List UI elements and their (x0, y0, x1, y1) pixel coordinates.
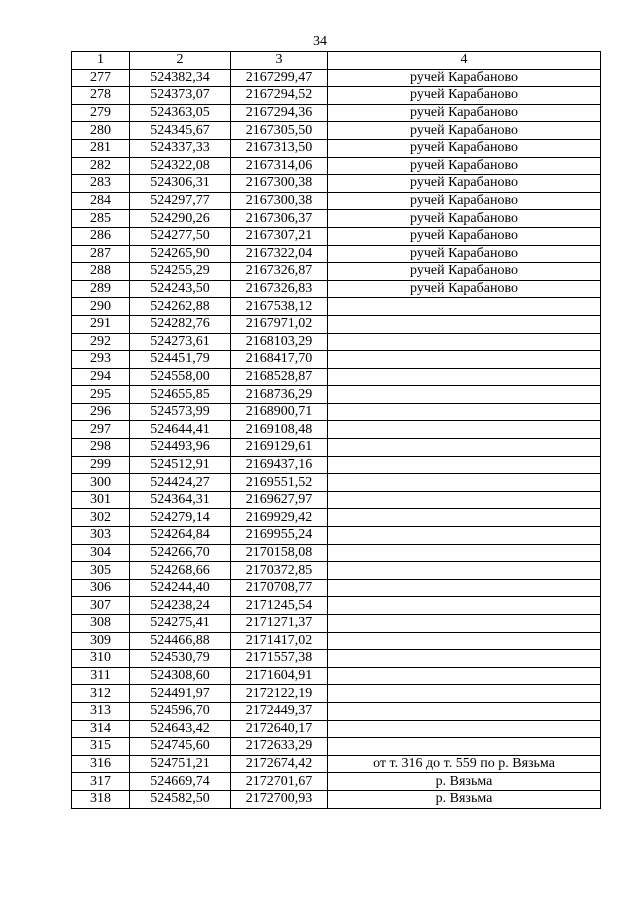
table-row (72, 544, 601, 562)
table-row (72, 403, 601, 421)
point-number-cell: 279 (72, 104, 130, 122)
x-coordinate-cell: 524643,42 (130, 720, 231, 738)
y-coordinate-cell: 2170708,77 (231, 579, 328, 597)
x-coordinate-cell: 524279,14 (130, 509, 231, 527)
point-number-cell: 314 (72, 720, 130, 738)
x-coordinate-cell: 524530,79 (130, 650, 231, 668)
x-coordinate-cell: 524644,41 (130, 421, 231, 439)
table-row (72, 650, 601, 668)
description-cell (328, 368, 601, 386)
description-cell (328, 527, 601, 545)
point-number-cell: 277 (72, 69, 130, 87)
description-cell (328, 667, 601, 685)
x-coordinate-cell: 524238,24 (130, 597, 231, 615)
y-coordinate-cell: 2171245,54 (231, 597, 328, 615)
point-number-cell: 311 (72, 667, 130, 685)
description-cell: ручей Карабаново (328, 87, 601, 105)
table-row (72, 69, 601, 87)
x-coordinate-cell: 524512,91 (130, 456, 231, 474)
table-row (72, 667, 601, 685)
description-cell (328, 315, 601, 333)
point-number-cell: 292 (72, 333, 130, 351)
point-number-cell: 301 (72, 491, 130, 509)
x-coordinate-cell: 524573,99 (130, 403, 231, 421)
point-number-cell: 303 (72, 527, 130, 545)
table-row (72, 368, 601, 386)
x-coordinate-cell: 524243,50 (130, 280, 231, 298)
x-coordinate-cell: 524655,85 (130, 386, 231, 404)
table-row (72, 87, 601, 105)
table-row (72, 597, 601, 615)
table-row (72, 579, 601, 597)
table-row (72, 439, 601, 457)
x-coordinate-cell: 524306,31 (130, 175, 231, 193)
x-coordinate-cell: 524266,70 (130, 544, 231, 562)
table-body (72, 52, 601, 809)
y-coordinate-cell: 2170158,08 (231, 544, 328, 562)
table-row (72, 632, 601, 650)
y-coordinate-cell: 2171417,02 (231, 632, 328, 650)
description-cell (328, 702, 601, 720)
point-number-cell: 295 (72, 386, 130, 404)
description-cell (328, 333, 601, 351)
y-coordinate-cell: 2170372,85 (231, 562, 328, 580)
x-coordinate-cell: 524373,07 (130, 87, 231, 105)
y-coordinate-cell: 2168900,71 (231, 403, 328, 421)
y-coordinate-cell: 2167300,38 (231, 175, 328, 193)
x-coordinate-cell: 524255,29 (130, 263, 231, 281)
table-row (72, 491, 601, 509)
point-number-cell: 299 (72, 456, 130, 474)
description-cell (328, 562, 601, 580)
x-coordinate-cell: 524308,60 (130, 667, 231, 685)
x-coordinate-cell: 524493,96 (130, 439, 231, 457)
table-row (72, 738, 601, 756)
description-cell: ручей Карабаново (328, 69, 601, 87)
y-coordinate-cell: 2167314,06 (231, 157, 328, 175)
table-row (72, 263, 601, 281)
table-row (72, 157, 601, 175)
y-coordinate-cell: 2167307,21 (231, 227, 328, 245)
x-coordinate-cell: 524268,66 (130, 562, 231, 580)
x-coordinate-cell: 524364,31 (130, 491, 231, 509)
x-coordinate-cell: 524277,50 (130, 227, 231, 245)
point-number-cell: 312 (72, 685, 130, 703)
table-row (72, 315, 601, 333)
point-number-cell: 308 (72, 615, 130, 633)
header-cell-1: 1 (72, 52, 130, 70)
y-coordinate-cell: 2167971,02 (231, 315, 328, 333)
point-number-cell: 313 (72, 702, 130, 720)
y-coordinate-cell: 2172122,19 (231, 685, 328, 703)
point-number-cell: 290 (72, 298, 130, 316)
y-coordinate-cell: 2167299,47 (231, 69, 328, 87)
point-number-cell: 281 (72, 139, 130, 157)
y-coordinate-cell: 2171604,91 (231, 667, 328, 685)
point-number-cell: 288 (72, 263, 130, 281)
y-coordinate-cell: 2171271,37 (231, 615, 328, 633)
point-number-cell: 315 (72, 738, 130, 756)
y-coordinate-cell: 2167538,12 (231, 298, 328, 316)
table-row (72, 527, 601, 545)
description-cell (328, 738, 601, 756)
description-cell: ручей Карабаново (328, 139, 601, 157)
y-coordinate-cell: 2168528,87 (231, 368, 328, 386)
description-cell (328, 298, 601, 316)
table-row (72, 192, 601, 210)
x-coordinate-cell: 524297,77 (130, 192, 231, 210)
description-cell (328, 421, 601, 439)
table-row (72, 685, 601, 703)
table-row (72, 227, 601, 245)
point-number-cell: 294 (72, 368, 130, 386)
x-coordinate-cell: 524363,05 (130, 104, 231, 122)
point-number-cell: 285 (72, 210, 130, 228)
x-coordinate-cell: 524282,76 (130, 315, 231, 333)
y-coordinate-cell: 2172700,93 (231, 790, 328, 808)
table-row (72, 245, 601, 263)
description-cell: ручей Карабаново (328, 157, 601, 175)
table-row (72, 773, 601, 791)
y-coordinate-cell: 2169437,16 (231, 456, 328, 474)
y-coordinate-cell: 2167306,37 (231, 210, 328, 228)
point-number-cell: 278 (72, 87, 130, 105)
point-number-cell: 287 (72, 245, 130, 263)
table-row (72, 720, 601, 738)
point-number-cell: 304 (72, 544, 130, 562)
x-coordinate-cell: 524745,60 (130, 738, 231, 756)
x-coordinate-cell: 524451,79 (130, 351, 231, 369)
description-cell (328, 439, 601, 457)
description-cell: ручей Карабаново (328, 192, 601, 210)
description-cell (328, 597, 601, 615)
y-coordinate-cell: 2167305,50 (231, 122, 328, 140)
y-coordinate-cell: 2167322,04 (231, 245, 328, 263)
x-coordinate-cell: 524382,34 (130, 69, 231, 87)
y-coordinate-cell: 2168736,29 (231, 386, 328, 404)
point-number-cell: 296 (72, 403, 130, 421)
description-cell: р. Вязьма (328, 773, 601, 791)
description-cell (328, 386, 601, 404)
point-number-cell: 297 (72, 421, 130, 439)
description-cell: р. Вязьма (328, 790, 601, 808)
description-cell (328, 720, 601, 738)
y-coordinate-cell: 2167300,38 (231, 192, 328, 210)
y-coordinate-cell: 2169929,42 (231, 509, 328, 527)
y-coordinate-cell: 2169108,48 (231, 421, 328, 439)
point-number-cell: 293 (72, 351, 130, 369)
description-cell: от т. 316 до т. 559 по р. Вязьма (328, 755, 601, 773)
table-row (72, 615, 601, 633)
x-coordinate-cell: 524322,08 (130, 157, 231, 175)
x-coordinate-cell: 524424,27 (130, 474, 231, 492)
description-cell (328, 509, 601, 527)
description-cell (328, 579, 601, 597)
page-number: 34 (313, 34, 327, 49)
y-coordinate-cell: 2172633,29 (231, 738, 328, 756)
description-cell: ручей Карабаново (328, 263, 601, 281)
point-number-cell: 317 (72, 773, 130, 791)
y-coordinate-cell: 2167326,83 (231, 280, 328, 298)
x-coordinate-cell: 524265,90 (130, 245, 231, 263)
table-row (72, 562, 601, 580)
y-coordinate-cell: 2167326,87 (231, 263, 328, 281)
description-cell: ручей Карабаново (328, 245, 601, 263)
x-coordinate-cell: 524275,41 (130, 615, 231, 633)
description-cell (328, 615, 601, 633)
table-row (72, 210, 601, 228)
table-row (72, 421, 601, 439)
x-coordinate-cell: 524558,00 (130, 368, 231, 386)
table-row (72, 351, 601, 369)
y-coordinate-cell: 2172674,42 (231, 755, 328, 773)
table-row (72, 456, 601, 474)
description-cell (328, 403, 601, 421)
y-coordinate-cell: 2167294,36 (231, 104, 328, 122)
x-coordinate-cell: 524290,26 (130, 210, 231, 228)
point-number-cell: 307 (72, 597, 130, 615)
table-row (72, 280, 601, 298)
point-number-cell: 298 (72, 439, 130, 457)
x-coordinate-cell: 524264,84 (130, 527, 231, 545)
x-coordinate-cell: 524262,88 (130, 298, 231, 316)
table-row (72, 790, 601, 808)
point-number-cell: 316 (72, 755, 130, 773)
table-row (72, 175, 601, 193)
description-cell (328, 685, 601, 703)
table-row (72, 755, 601, 773)
x-coordinate-cell: 524244,40 (130, 579, 231, 597)
y-coordinate-cell: 2169129,61 (231, 439, 328, 457)
table-row (72, 122, 601, 140)
coordinates-table (71, 51, 601, 809)
description-cell (328, 544, 601, 562)
table-row (72, 333, 601, 351)
description-cell: ручей Карабаново (328, 175, 601, 193)
x-coordinate-cell: 524273,61 (130, 333, 231, 351)
description-cell: ручей Карабаново (328, 227, 601, 245)
point-number-cell: 282 (72, 157, 130, 175)
y-coordinate-cell: 2172640,17 (231, 720, 328, 738)
point-number-cell: 300 (72, 474, 130, 492)
table-row (72, 104, 601, 122)
y-coordinate-cell: 2167313,50 (231, 139, 328, 157)
point-number-cell: 305 (72, 562, 130, 580)
point-number-cell: 310 (72, 650, 130, 668)
description-cell (328, 632, 601, 650)
description-cell (328, 491, 601, 509)
description-cell (328, 474, 601, 492)
x-coordinate-cell: 524337,33 (130, 139, 231, 157)
x-coordinate-cell: 524596,70 (130, 702, 231, 720)
point-number-cell: 309 (72, 632, 130, 650)
description-cell: ручей Карабаново (328, 104, 601, 122)
x-coordinate-cell: 524345,67 (130, 122, 231, 140)
header-cell-2: 2 (130, 52, 231, 70)
point-number-cell: 280 (72, 122, 130, 140)
table-row (72, 702, 601, 720)
point-number-cell: 284 (72, 192, 130, 210)
y-coordinate-cell: 2167294,52 (231, 87, 328, 105)
table-row (72, 509, 601, 527)
y-coordinate-cell: 2171557,38 (231, 650, 328, 668)
y-coordinate-cell: 2169955,24 (231, 527, 328, 545)
point-number-cell: 318 (72, 790, 130, 808)
description-cell (328, 650, 601, 668)
y-coordinate-cell: 2172701,67 (231, 773, 328, 791)
description-cell: ручей Карабаново (328, 122, 601, 140)
table-header-row (72, 52, 601, 70)
point-number-cell: 286 (72, 227, 130, 245)
table-row (72, 139, 601, 157)
description-cell: ручей Карабаново (328, 210, 601, 228)
description-cell: ручей Карабаново (328, 280, 601, 298)
table-row (72, 474, 601, 492)
header-cell-3: 3 (231, 52, 328, 70)
table-row (72, 386, 601, 404)
table-row (72, 298, 601, 316)
y-coordinate-cell: 2172449,37 (231, 702, 328, 720)
x-coordinate-cell: 524751,21 (130, 755, 231, 773)
x-coordinate-cell: 524491,97 (130, 685, 231, 703)
y-coordinate-cell: 2168103,29 (231, 333, 328, 351)
x-coordinate-cell: 524582,50 (130, 790, 231, 808)
x-coordinate-cell: 524466,88 (130, 632, 231, 650)
y-coordinate-cell: 2169627,97 (231, 491, 328, 509)
point-number-cell: 283 (72, 175, 130, 193)
y-coordinate-cell: 2169551,52 (231, 474, 328, 492)
point-number-cell: 306 (72, 579, 130, 597)
y-coordinate-cell: 2168417,70 (231, 351, 328, 369)
point-number-cell: 291 (72, 315, 130, 333)
point-number-cell: 302 (72, 509, 130, 527)
point-number-cell: 289 (72, 280, 130, 298)
description-cell (328, 456, 601, 474)
x-coordinate-cell: 524669,74 (130, 773, 231, 791)
description-cell (328, 351, 601, 369)
header-cell-4: 4 (328, 52, 601, 70)
